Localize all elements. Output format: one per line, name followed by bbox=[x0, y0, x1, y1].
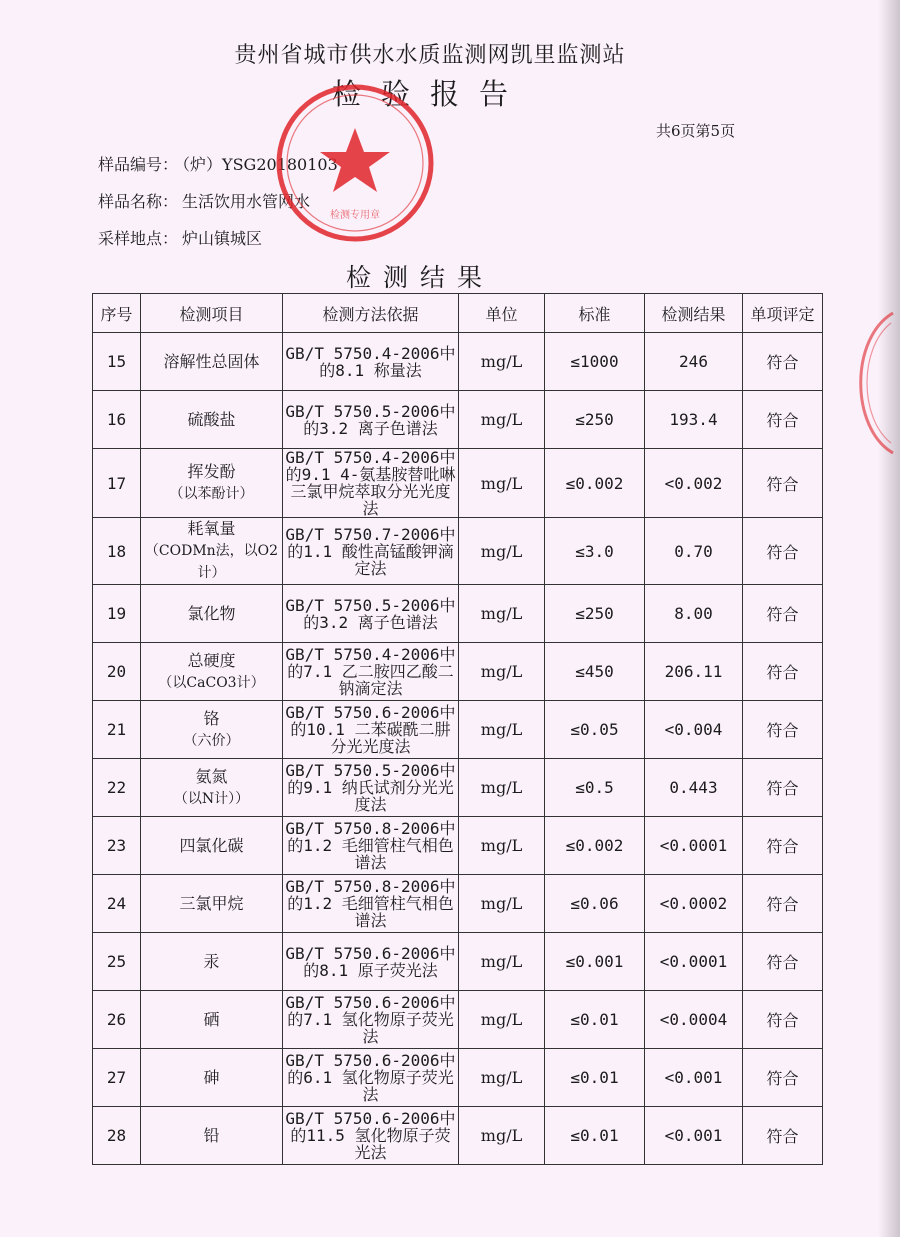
side-seal-fragment bbox=[845, 308, 895, 458]
row-item-qualifier: （六价） bbox=[183, 732, 240, 749]
row-standard: ≤0.06 bbox=[545, 875, 645, 933]
table-header-row bbox=[93, 294, 823, 333]
row-no: 22 bbox=[93, 759, 141, 817]
row-item bbox=[141, 933, 283, 991]
row-item bbox=[141, 991, 283, 1049]
row-item-name: 氯化物 bbox=[187, 603, 236, 623]
row-item bbox=[141, 759, 283, 817]
table-row bbox=[93, 875, 823, 933]
row-no: 26 bbox=[93, 991, 141, 1049]
row-method: GB/T 5750.8-2006中的1.2 毛细管柱气相色谱法 bbox=[283, 817, 459, 875]
row-unit: mg/L bbox=[459, 817, 545, 875]
row-item-name: 硫酸盐 bbox=[187, 409, 236, 429]
row-verdict: 符合 bbox=[743, 449, 823, 518]
row-method: GB/T 5750.6-2006中的8.1 原子荧光法 bbox=[283, 933, 459, 991]
row-no: 20 bbox=[93, 643, 141, 701]
row-standard: ≤0.5 bbox=[545, 759, 645, 817]
sampling-location-label: 采样地点： bbox=[98, 229, 179, 248]
row-method: GB/T 5750.6-2006中的10.1 二苯碳酰二肼分光光度法 bbox=[283, 701, 459, 759]
row-verdict: 符合 bbox=[743, 1049, 823, 1107]
row-unit: mg/L bbox=[459, 1107, 545, 1165]
organization-name: 贵州省城市供水水质监测网凯里监测站 bbox=[234, 43, 626, 68]
row-unit: mg/L bbox=[459, 585, 545, 643]
header-standard: 标准 bbox=[545, 294, 645, 333]
row-result: <0.0004 bbox=[645, 991, 743, 1049]
row-method: GB/T 5750.6-2006中的11.5 氢化物原子荧光法 bbox=[283, 1107, 459, 1165]
row-item-name: 铬 bbox=[203, 708, 220, 728]
row-method: GB/T 5750.6-2006中的6.1 氢化物原子荧光法 bbox=[283, 1049, 459, 1107]
row-verdict: 符合 bbox=[743, 817, 823, 875]
row-standard: ≤0.002 bbox=[545, 449, 645, 518]
header-no: 序号 bbox=[93, 294, 141, 333]
sample-number-label: 样品编号： bbox=[98, 155, 179, 174]
table-row bbox=[93, 1107, 823, 1165]
row-verdict: 符合 bbox=[743, 933, 823, 991]
row-unit: mg/L bbox=[459, 643, 545, 701]
row-unit: mg/L bbox=[459, 875, 545, 933]
row-item bbox=[141, 585, 283, 643]
row-result: <0.001 bbox=[645, 1049, 743, 1107]
row-no: 18 bbox=[93, 518, 141, 585]
row-result: 0.443 bbox=[645, 759, 743, 817]
row-item-name: 挥发酚 bbox=[187, 462, 236, 481]
row-item-name: 总硬度 bbox=[187, 650, 236, 670]
results-table bbox=[92, 293, 823, 1165]
row-no: 17 bbox=[93, 449, 141, 518]
official-seal bbox=[270, 78, 440, 248]
table-row bbox=[93, 643, 823, 701]
report-title: 检验报告 bbox=[331, 77, 528, 111]
row-verdict: 符合 bbox=[743, 585, 823, 643]
row-no: 15 bbox=[93, 333, 141, 391]
row-result: <0.004 bbox=[645, 701, 743, 759]
row-result: <0.0001 bbox=[645, 933, 743, 991]
row-unit: mg/L bbox=[459, 518, 545, 585]
row-unit: mg/L bbox=[459, 333, 545, 391]
row-standard: ≤0.01 bbox=[545, 1049, 645, 1107]
row-standard: ≤450 bbox=[545, 643, 645, 701]
row-verdict: 符合 bbox=[743, 759, 823, 817]
sample-number-value: （炉）YSG20180103 bbox=[182, 155, 338, 174]
row-unit: mg/L bbox=[459, 701, 545, 759]
row-result: 0.70 bbox=[645, 518, 743, 585]
row-standard: ≤0.01 bbox=[545, 1107, 645, 1165]
row-item-name: 硒 bbox=[203, 1009, 220, 1029]
row-item-name: 耗氧量 bbox=[187, 519, 236, 538]
row-unit: mg/L bbox=[459, 759, 545, 817]
table-row bbox=[93, 701, 823, 759]
row-result: <0.0001 bbox=[645, 817, 743, 875]
row-standard: ≤0.01 bbox=[545, 991, 645, 1049]
row-verdict: 符合 bbox=[743, 991, 823, 1049]
results-body bbox=[93, 333, 823, 1165]
row-result: <0.001 bbox=[645, 1107, 743, 1165]
row-item bbox=[141, 817, 283, 875]
row-item-name: 溶解性总固体 bbox=[163, 351, 260, 371]
row-method: GB/T 5750.5-2006中的9.1 纳氏试剂分光光度法 bbox=[283, 759, 459, 817]
row-method: GB/T 5750.7-2006中的1.1 酸性高锰酸钾滴定法 bbox=[283, 518, 459, 585]
row-verdict: 符合 bbox=[743, 518, 823, 585]
row-item bbox=[141, 1049, 283, 1107]
table-row bbox=[93, 933, 823, 991]
row-unit: mg/L bbox=[459, 391, 545, 449]
table-row bbox=[93, 759, 823, 817]
row-verdict: 符合 bbox=[743, 1107, 823, 1165]
row-no: 23 bbox=[93, 817, 141, 875]
header-result: 检测结果 bbox=[645, 294, 743, 333]
svg-text:检测专用章: 检测专用章 bbox=[330, 210, 380, 221]
row-no: 28 bbox=[93, 1107, 141, 1165]
row-item-qualifier: （以CaCO3计） bbox=[158, 674, 265, 691]
row-item-name: 铅 bbox=[203, 1125, 220, 1145]
row-no: 16 bbox=[93, 391, 141, 449]
row-method: GB/T 5750.6-2006中的7.1 氢化物原子荧光法 bbox=[283, 991, 459, 1049]
row-item bbox=[141, 518, 283, 585]
row-item bbox=[141, 1107, 283, 1165]
row-result: 206.11 bbox=[645, 643, 743, 701]
sample-name-value: 生活饮用水管网水 bbox=[182, 192, 311, 211]
row-result: 193.4 bbox=[645, 391, 743, 449]
sampling-location-value: 炉山镇城区 bbox=[182, 229, 263, 248]
row-item bbox=[141, 333, 283, 391]
row-unit: mg/L bbox=[459, 1049, 545, 1107]
row-method: GB/T 5750.5-2006中的3.2 离子色谱法 bbox=[283, 391, 459, 449]
header-method: 检测方法依据 bbox=[283, 294, 459, 333]
row-standard: ≤1000 bbox=[545, 333, 645, 391]
row-item bbox=[141, 875, 283, 933]
row-verdict: 符合 bbox=[743, 875, 823, 933]
row-unit: mg/L bbox=[459, 933, 545, 991]
row-no: 27 bbox=[93, 1049, 141, 1107]
results-title: 检测结果 bbox=[345, 263, 494, 292]
row-item-name: 汞 bbox=[203, 951, 220, 971]
row-unit: mg/L bbox=[459, 991, 545, 1049]
page-edge-shadow bbox=[878, 0, 900, 1237]
row-item bbox=[141, 701, 283, 759]
row-standard: ≤250 bbox=[545, 391, 645, 449]
table-row bbox=[93, 391, 823, 449]
row-standard: ≤3.0 bbox=[545, 518, 645, 585]
row-verdict: 符合 bbox=[743, 333, 823, 391]
sample-name-label: 样品名称： bbox=[98, 192, 179, 211]
table-row bbox=[93, 991, 823, 1049]
row-item bbox=[141, 391, 283, 449]
row-result: <0.002 bbox=[645, 449, 743, 518]
row-no: 19 bbox=[93, 585, 141, 643]
row-no: 21 bbox=[93, 701, 141, 759]
row-method: GB/T 5750.4-2006中的7.1 乙二胺四乙酸二钠滴定法 bbox=[283, 643, 459, 701]
row-item-name: 三氯甲烷 bbox=[179, 893, 244, 913]
row-result: 8.00 bbox=[645, 585, 743, 643]
row-verdict: 符合 bbox=[743, 391, 823, 449]
header-verdict: 单项评定 bbox=[743, 294, 823, 333]
header-item: 检测项目 bbox=[141, 294, 283, 333]
row-standard: ≤0.002 bbox=[545, 817, 645, 875]
row-no: 24 bbox=[93, 875, 141, 933]
row-item-name: 砷 bbox=[203, 1067, 220, 1087]
table-row bbox=[93, 1049, 823, 1107]
row-standard: ≤0.001 bbox=[545, 933, 645, 991]
row-item-qualifier: （以N计）） bbox=[173, 790, 250, 807]
table-row bbox=[93, 585, 823, 643]
table-row bbox=[93, 449, 823, 518]
row-result: <0.0002 bbox=[645, 875, 743, 933]
row-verdict: 符合 bbox=[743, 643, 823, 701]
row-item bbox=[141, 449, 283, 518]
row-item-name: 氨氮 bbox=[195, 766, 228, 786]
row-method: GB/T 5750.4-2006中的9.1 4-氨基胺替吡啉三氯甲烷萃取分光光度法 bbox=[283, 449, 459, 518]
row-verdict: 符合 bbox=[743, 701, 823, 759]
row-item-qualifier: （CODMn法，以O2计） bbox=[144, 543, 279, 581]
row-standard: ≤0.05 bbox=[545, 701, 645, 759]
row-method: GB/T 5750.4-2006中的8.1 称量法 bbox=[283, 333, 459, 391]
row-item-name: 四氯化碳 bbox=[179, 835, 244, 855]
header-unit: 单位 bbox=[459, 294, 545, 333]
row-method: GB/T 5750.8-2006中的1.2 毛细管柱气相色谱法 bbox=[283, 875, 459, 933]
table-row bbox=[93, 333, 823, 391]
row-no: 25 bbox=[93, 933, 141, 991]
page-info: 共6页第5页 bbox=[656, 122, 736, 140]
row-method: GB/T 5750.5-2006中的3.2 离子色谱法 bbox=[283, 585, 459, 643]
row-item bbox=[141, 643, 283, 701]
row-unit: mg/L bbox=[459, 449, 545, 518]
row-standard: ≤250 bbox=[545, 585, 645, 643]
sampling-location bbox=[98, 226, 262, 249]
row-result: 246 bbox=[645, 333, 743, 391]
row-item-qualifier: （以苯酚计） bbox=[169, 486, 254, 502]
table-row bbox=[93, 518, 823, 585]
table-row bbox=[93, 817, 823, 875]
